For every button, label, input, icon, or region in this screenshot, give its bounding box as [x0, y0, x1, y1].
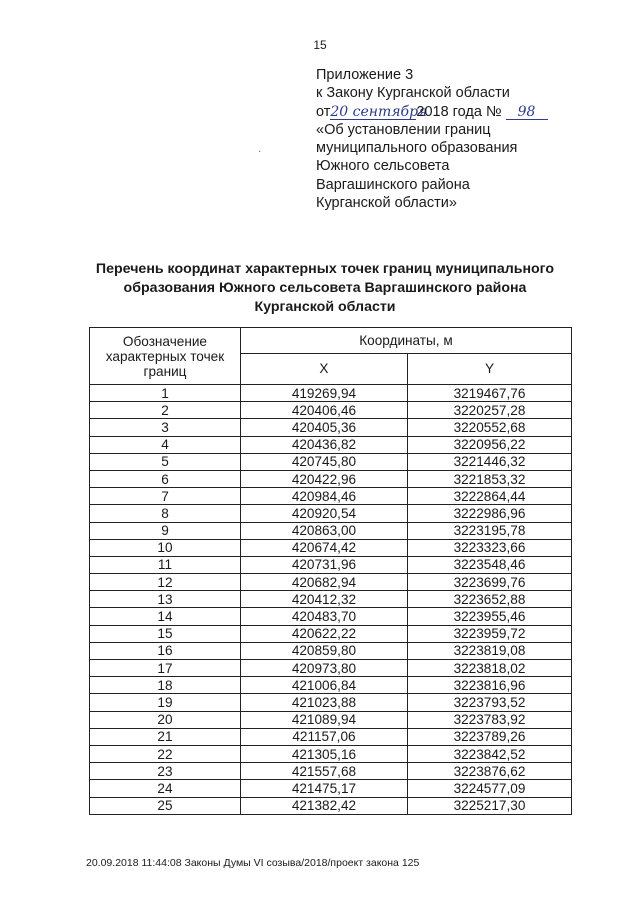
- stray-mark: ·: [258, 146, 262, 157]
- x-coordinate-cell: 420863,00: [240, 522, 407, 539]
- x-coordinate-cell: 420859,80: [240, 642, 407, 659]
- y-coordinate-cell: 3223783,92: [407, 711, 571, 728]
- y-coordinate-cell: 3220956,22: [407, 436, 571, 453]
- point-number-cell: 17: [90, 660, 241, 677]
- y-coordinate-cell: 3223955,46: [407, 608, 571, 625]
- x-coordinate-cell: 419269,94: [240, 385, 407, 402]
- x-coordinate-cell: 420483,70: [240, 608, 407, 625]
- point-number-cell: 10: [90, 539, 241, 556]
- handwritten-date: 20 сентября: [330, 103, 428, 120]
- table-row: [90, 608, 572, 625]
- y-coordinate-cell: 3225217,30: [407, 797, 571, 814]
- point-number-cell: 8: [90, 505, 241, 522]
- point-number-cell: 24: [90, 780, 241, 797]
- table-row: [90, 745, 572, 762]
- y-coordinate-cell: 3222986,96: [407, 505, 571, 522]
- x-coordinate-cell: 420973,80: [240, 660, 407, 677]
- y-coordinate-cell: 3224577,09: [407, 780, 571, 797]
- y-coordinate-cell: 3220257,28: [407, 402, 571, 419]
- x-coordinate-cell: 421382,42: [240, 797, 407, 814]
- table-row: [90, 505, 572, 522]
- table-row: [90, 728, 572, 745]
- y-coordinate-cell: 3223876,62: [407, 763, 571, 780]
- y-coordinate-cell: 3221853,32: [407, 470, 571, 487]
- y-coordinate-cell: 3223323,66: [407, 539, 571, 556]
- header-designation: Обозначение характерных точек границ: [90, 328, 241, 385]
- footer-path: 20.09.2018 11:44:08 Законы Думы VI созыва/2018/проект закона 125: [86, 857, 420, 869]
- table-row: [90, 677, 572, 694]
- table-row: [90, 763, 572, 780]
- date-prefix: от: [316, 103, 331, 120]
- point-number-cell: 25: [90, 797, 241, 814]
- point-number-cell: 13: [90, 591, 241, 608]
- x-coordinate-cell: 421089,94: [240, 711, 407, 728]
- title-line: Перечень координат характерных точек границ муниципального: [95, 261, 555, 277]
- appendix-line: Южного сельсовета: [316, 158, 450, 175]
- x-coordinate-cell: 420674,42: [240, 539, 407, 556]
- appendix-line: Приложение 3: [316, 67, 414, 83]
- appendix-line: муниципального образования: [316, 140, 518, 157]
- page-number: 15: [313, 38, 327, 52]
- title-line: образования Южного сельсовета Варгашинского района: [123, 280, 527, 296]
- point-number-cell: 12: [90, 574, 241, 591]
- table-row: [90, 402, 572, 419]
- y-coordinate-cell: 3221446,32: [407, 453, 571, 470]
- y-coordinate-cell: 3223818,02: [407, 660, 571, 677]
- appendix-header: [316, 66, 548, 212]
- y-coordinate-cell: 3223652,88: [407, 591, 571, 608]
- point-number-cell: 19: [90, 694, 241, 711]
- y-coordinate-cell: 3223699,76: [407, 574, 571, 591]
- x-coordinate-cell: 421557,68: [240, 763, 407, 780]
- x-coordinate-cell: 421475,17: [240, 780, 407, 797]
- y-coordinate-cell: 3223793,52: [407, 694, 571, 711]
- y-coordinate-cell: 3222864,44: [407, 488, 571, 505]
- point-number-cell: 7: [90, 488, 241, 505]
- point-number-cell: 21: [90, 728, 241, 745]
- x-coordinate-cell: 420984,46: [240, 488, 407, 505]
- x-coordinate-cell: 420920,54: [240, 505, 407, 522]
- table-row: [90, 694, 572, 711]
- date-suffix: 2018 года №: [416, 103, 502, 120]
- table-row: [90, 488, 572, 505]
- x-coordinate-cell: 421006,84: [240, 677, 407, 694]
- header-coordinates: Координаты, м: [240, 328, 571, 354]
- x-coordinate-cell: 420436,82: [240, 436, 407, 453]
- y-coordinate-cell: 3223959,72: [407, 625, 571, 642]
- point-number-cell: 9: [90, 522, 241, 539]
- title-line: Курганской области: [254, 299, 396, 315]
- point-number-cell: 6: [90, 470, 241, 487]
- x-coordinate-cell: 420405,36: [240, 419, 407, 436]
- y-coordinate-cell: 3223195,78: [407, 522, 571, 539]
- table-row: [90, 470, 572, 487]
- table-row: [90, 797, 572, 814]
- x-coordinate-cell: 420682,94: [240, 574, 407, 591]
- appendix-line: «Об установлении границ: [316, 121, 491, 138]
- appendix-date-line: [316, 103, 548, 121]
- table-row: [90, 711, 572, 728]
- appendix-line: к Закону Курганской области: [316, 85, 510, 102]
- coordinates-table: [89, 327, 572, 815]
- table-row: [90, 436, 572, 453]
- table-row: [90, 539, 572, 556]
- y-coordinate-cell: 3223819,08: [407, 642, 571, 659]
- x-coordinate-cell: 420731,96: [240, 556, 407, 573]
- y-coordinate-cell: 3223842,52: [407, 745, 571, 762]
- point-number-cell: 1: [90, 385, 241, 402]
- point-number-cell: 14: [90, 608, 241, 625]
- appendix-line: Курганской области»: [316, 195, 457, 212]
- y-coordinate-cell: 3223548,46: [407, 556, 571, 573]
- point-number-cell: 20: [90, 711, 241, 728]
- handwritten-law-number: 98: [506, 106, 548, 120]
- y-coordinate-cell: 3219467,76: [407, 385, 571, 402]
- table-body: [90, 385, 572, 815]
- point-number-cell: 4: [90, 436, 241, 453]
- x-coordinate-cell: 420412,32: [240, 591, 407, 608]
- table-row: [90, 660, 572, 677]
- y-coordinate-cell: 3223816,96: [407, 677, 571, 694]
- x-coordinate-cell: 420622,22: [240, 625, 407, 642]
- x-coordinate-cell: 420422,96: [240, 470, 407, 487]
- table-row: [90, 556, 572, 573]
- x-coordinate-cell: 421305,16: [240, 745, 407, 762]
- y-coordinate-cell: 3220552,68: [407, 419, 571, 436]
- table-row: [90, 625, 572, 642]
- point-number-cell: 2: [90, 402, 241, 419]
- x-coordinate-cell: 420745,80: [240, 453, 407, 470]
- point-number-cell: 22: [90, 745, 241, 762]
- point-number-cell: 23: [90, 763, 241, 780]
- table-row: [90, 642, 572, 659]
- table-row: [90, 419, 572, 436]
- point-number-cell: 3: [90, 419, 241, 436]
- table-row: [90, 522, 572, 539]
- x-coordinate-cell: 420406,46: [240, 402, 407, 419]
- point-number-cell: 18: [90, 677, 241, 694]
- x-coordinate-cell: 421023,88: [240, 694, 407, 711]
- table-row: [90, 780, 572, 797]
- y-coordinate-cell: 3223789,26: [407, 728, 571, 745]
- point-number-cell: 11: [90, 556, 241, 573]
- point-number-cell: 5: [90, 453, 241, 470]
- x-coordinate-cell: 421157,06: [240, 728, 407, 745]
- point-number-cell: 16: [90, 642, 241, 659]
- table-row: [90, 591, 572, 608]
- document-title: [60, 260, 590, 317]
- point-number-cell: 15: [90, 625, 241, 642]
- appendix-line: Варгашинского района: [316, 176, 470, 193]
- table-row: [90, 385, 572, 402]
- table-row: [90, 574, 572, 591]
- table-row: [90, 453, 572, 470]
- header-x: X: [240, 353, 407, 384]
- header-y: Y: [407, 353, 571, 384]
